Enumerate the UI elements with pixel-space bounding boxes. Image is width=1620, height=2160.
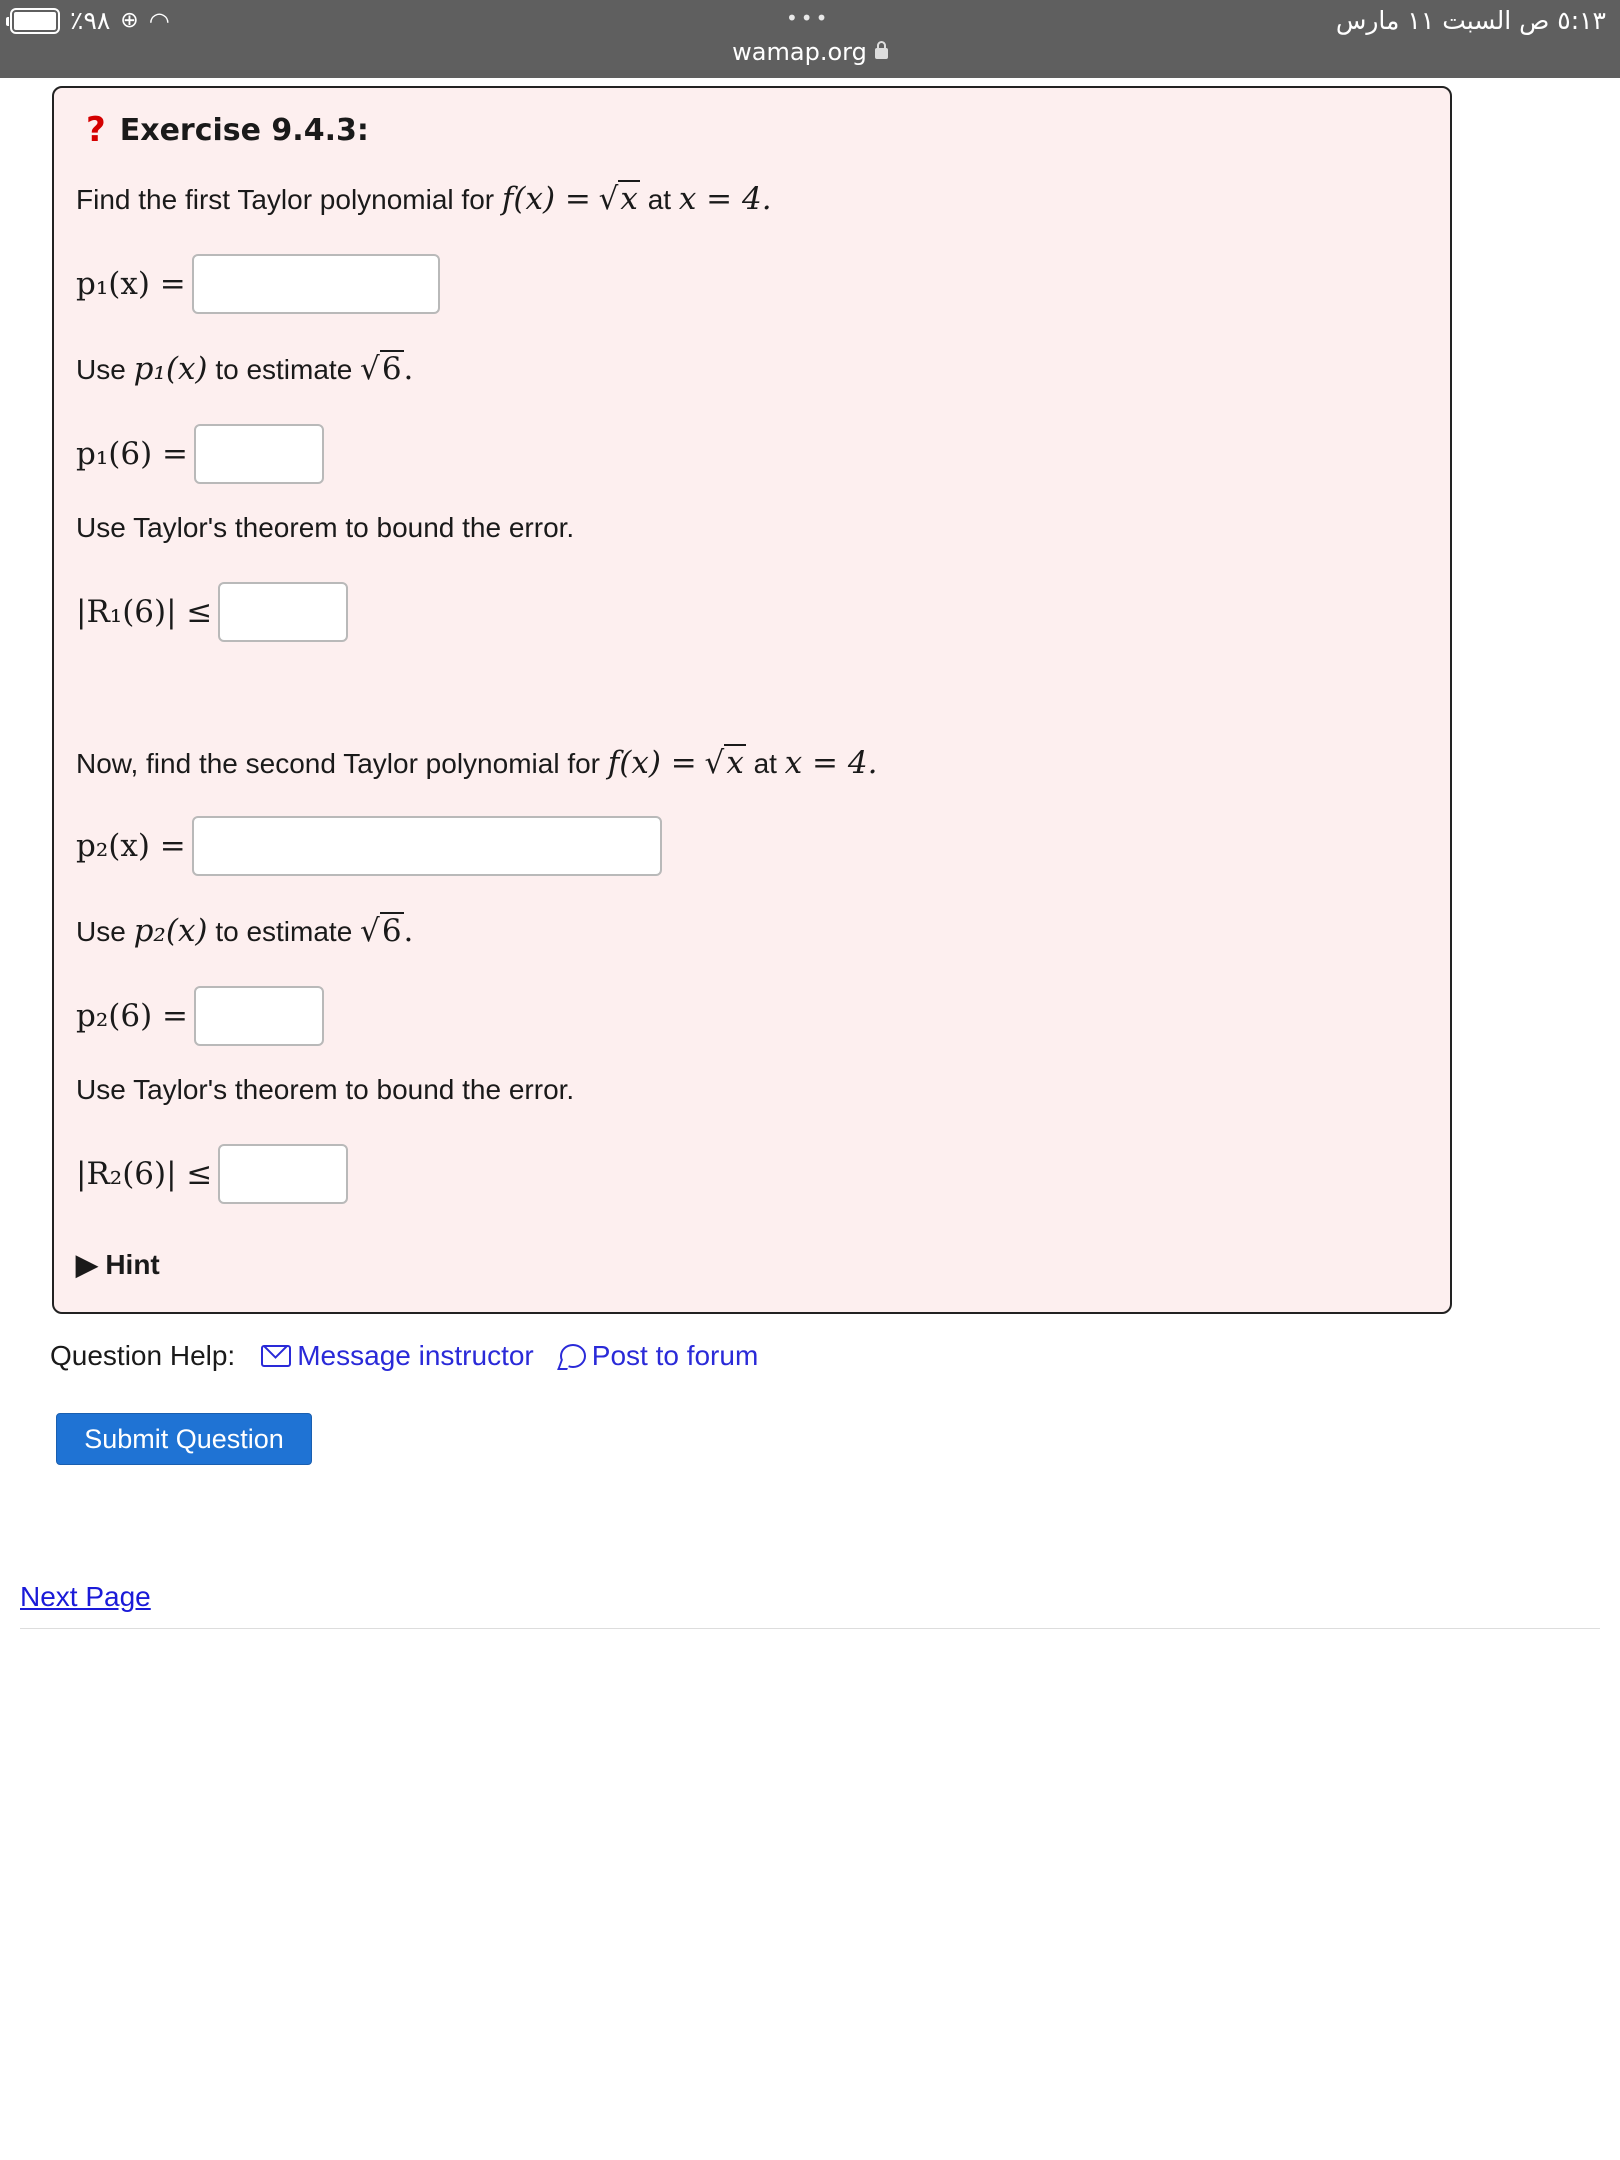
part1-prompt-text: Find the first Taylor polynomial for xyxy=(76,184,495,215)
sqrt-expression: √x xyxy=(598,181,638,217)
question-box xyxy=(52,86,1452,1314)
part2-prompt xyxy=(76,744,877,781)
browser-status-bar xyxy=(0,0,1620,78)
part1-at-word: at xyxy=(647,184,672,215)
r2-row xyxy=(76,1144,348,1204)
message-instructor-link[interactable]: Message instructor xyxy=(297,1340,534,1371)
hint-toggle[interactable]: ▶ Hint xyxy=(76,1249,160,1280)
question-help-label: Question Help: xyxy=(50,1340,236,1371)
battery-percent: ٪٩٨ xyxy=(70,6,111,35)
estimate-mid-2: to estimate xyxy=(215,916,353,947)
sqrt-expression-2: √x xyxy=(704,745,744,781)
part1-error-prompt: Use Taylor's theorem to bound the error. xyxy=(76,512,575,543)
p2x-answer-input[interactable] xyxy=(192,816,662,876)
r1-answer-input[interactable] xyxy=(218,582,348,642)
p2x-row xyxy=(76,816,662,876)
p2-6-row xyxy=(76,986,324,1046)
status-time: ٥:١٣ ص السبت ١١ مارس xyxy=(1335,6,1606,35)
part2-at-expr: x = 4. xyxy=(784,745,878,781)
question-help xyxy=(50,1340,758,1372)
p1x-answer-input[interactable] xyxy=(192,254,440,314)
part2-at-word: at xyxy=(753,748,777,779)
post-to-forum-link[interactable]: Post to forum xyxy=(591,1340,759,1371)
part1-prompt xyxy=(76,180,772,217)
divider xyxy=(20,1628,1600,1629)
part1-function: f(x) = xyxy=(501,181,591,217)
lock-icon xyxy=(875,48,888,59)
sqrt-six-2: √6 xyxy=(360,913,402,949)
question-mark-icon: ? xyxy=(86,110,106,150)
sqrt-six: √6 xyxy=(360,351,402,387)
battery-icon xyxy=(10,8,60,34)
orientation-lock-icon: ⊕ xyxy=(120,8,139,33)
p1x-row xyxy=(76,254,440,314)
estimate-poly: p₁(x) xyxy=(133,351,208,387)
p2-6-answer-input[interactable] xyxy=(194,986,324,1046)
tab-dots[interactable]: ••• xyxy=(786,6,831,30)
next-page-link[interactable]: Next Page xyxy=(20,1581,151,1612)
part2-function: f(x) = xyxy=(607,745,697,781)
message-instructor-group[interactable] xyxy=(261,1340,534,1372)
estimate-end: . xyxy=(403,351,414,387)
p1-6-answer-input[interactable] xyxy=(194,424,324,484)
chat-bubble-icon xyxy=(560,1344,586,1368)
wifi-icon: ◠ xyxy=(148,6,170,35)
part2-prompt-text: Now, find the second Taylor polynomial for xyxy=(76,748,600,779)
p1x-label: p₁(x) = xyxy=(76,266,186,302)
post-to-forum-group[interactable] xyxy=(560,1340,759,1372)
estimate-prefix-2: Use xyxy=(76,916,126,947)
estimate-prefix: Use xyxy=(76,354,126,385)
estimate-end-2: . xyxy=(403,913,414,949)
address-bar[interactable] xyxy=(0,38,1620,66)
p1-6-label: p₁(6) = xyxy=(76,436,189,472)
status-indicators xyxy=(10,6,170,35)
estimate-poly-2: p₂(x) xyxy=(133,913,208,949)
part2-estimate-prompt xyxy=(76,912,413,949)
question-heading xyxy=(86,110,369,150)
part1-estimate-prompt xyxy=(76,350,413,387)
mail-icon xyxy=(261,1345,291,1367)
estimate-mid: to estimate xyxy=(215,354,353,385)
r2-answer-input[interactable] xyxy=(218,1144,348,1204)
r1-row xyxy=(76,582,348,642)
r2-label: |R₂(6)| ≤ xyxy=(76,1156,213,1192)
url-text: wamap.org xyxy=(732,38,867,66)
submit-question-button[interactable]: Submit Question xyxy=(56,1413,312,1465)
p2x-label: p₂(x) = xyxy=(76,828,186,864)
part2-error-prompt: Use Taylor's theorem to bound the error. xyxy=(76,1074,575,1105)
p1-6-row xyxy=(76,424,324,484)
exercise-title: Exercise 9.4.3: xyxy=(119,112,369,148)
part1-at-expr: x = 4. xyxy=(678,181,772,217)
p2-6-label: p₂(6) = xyxy=(76,998,189,1034)
r1-label: |R₁(6)| ≤ xyxy=(76,594,213,630)
